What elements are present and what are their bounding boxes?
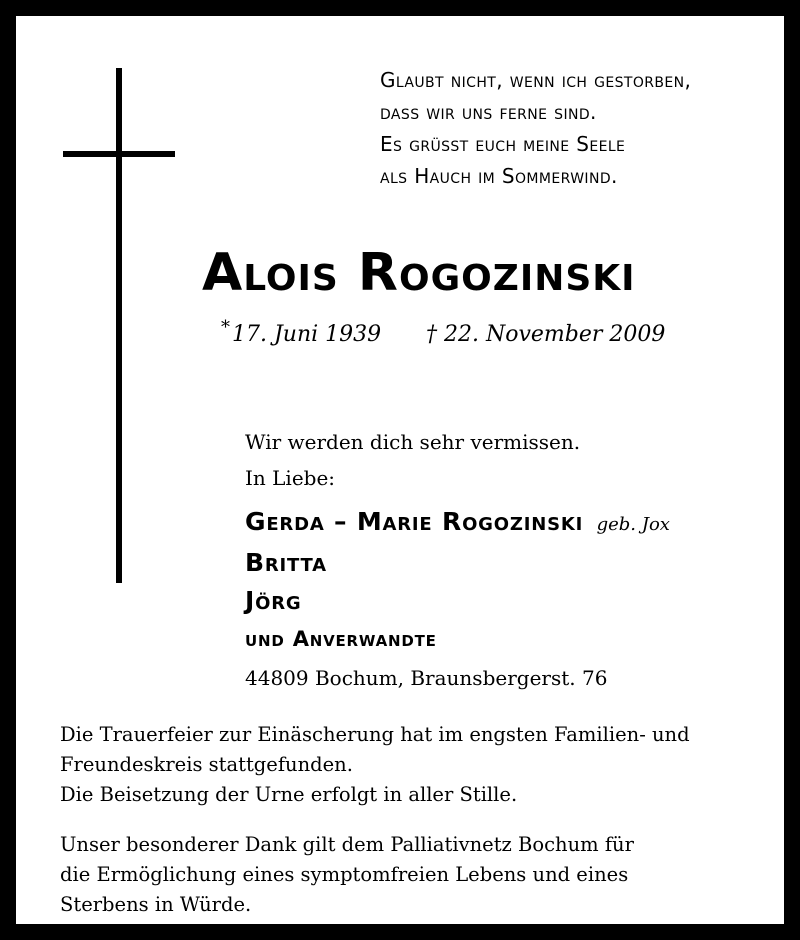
message-line: In Liebe: <box>245 466 336 490</box>
cross-icon <box>116 68 122 583</box>
obituary-card <box>16 16 784 924</box>
poem-line: Es grüsst euch meine Seele <box>380 132 626 156</box>
poem-line: als Hauch im Sommerwind. <box>380 164 618 188</box>
poem-line: Glaubt nicht, wenn ich gestorben, <box>380 68 692 92</box>
message-line: Wir werden dich sehr vermissen. <box>245 430 581 454</box>
cross-icon-bar <box>63 151 175 157</box>
deceased-name: Alois Rogozinski <box>202 243 636 303</box>
mourner-name: Britta <box>245 548 327 577</box>
mourner-primary <box>245 503 670 544</box>
death-date: 22. November 2009 <box>444 322 666 347</box>
notice-line: die Ermöglichung eines symptomfreien Lebens und eines <box>60 863 629 886</box>
poem-line: dass wir uns ferne sind. <box>380 100 597 124</box>
mourner-relatives: und Anverwandte <box>245 627 437 651</box>
thanks-notice <box>60 830 634 920</box>
family-address: 44809 Bochum, Braunsbergerst. 76 <box>245 666 608 690</box>
mourners-list <box>245 503 670 658</box>
notice-line: Freundeskreis stattgefunden. <box>60 753 353 776</box>
ceremony-notice <box>60 720 690 810</box>
birth-star-icon: * <box>221 317 230 338</box>
maiden-name: geb. Jox <box>596 514 670 535</box>
notice-line: Die Trauerfeier zur Einäscherung hat im engsten Familien- und <box>60 723 690 746</box>
farewell-message <box>245 424 580 496</box>
mourner-name: Gerda – Marie Rogozinski <box>245 507 584 536</box>
birth-date: 17. Juni 1939 <box>232 322 382 347</box>
notice-line: Sterbens in Würde. <box>60 893 252 916</box>
poem <box>380 64 691 192</box>
mourner-name: Jörg <box>245 586 302 615</box>
death-date-line <box>426 322 665 347</box>
notice-line: Die Beisetzung der Urne erfolgt in aller Stille. <box>60 783 518 806</box>
notice-line: Unser besonderer Dank gilt dem Palliativnetz Bochum für <box>60 833 634 856</box>
death-cross-icon: † <box>426 322 437 347</box>
birth-date-line <box>221 317 382 347</box>
